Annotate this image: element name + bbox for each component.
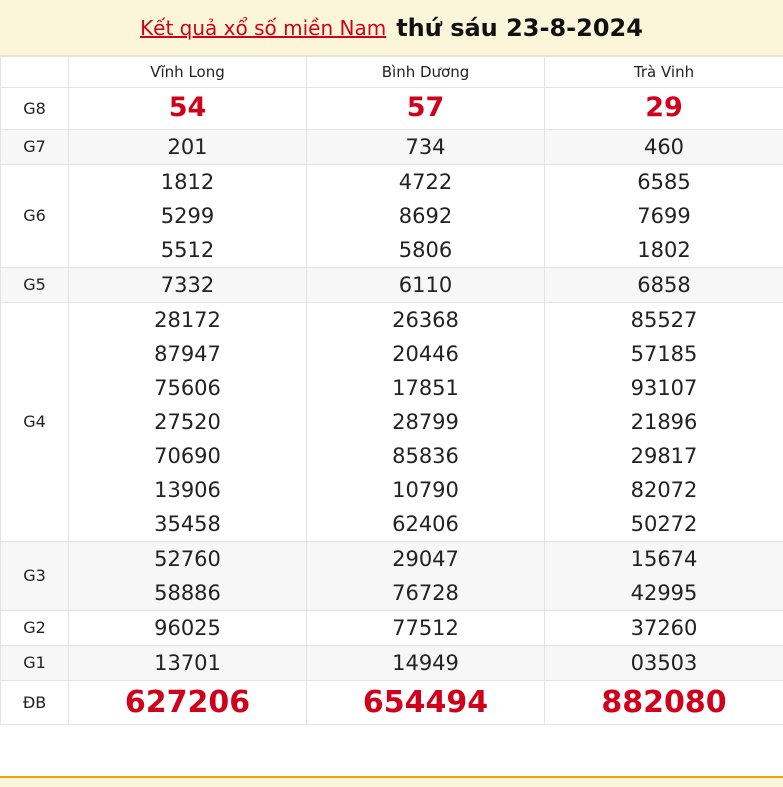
prize-label: G4 [1,302,69,541]
lottery-number: 96025 [154,615,221,640]
lottery-number: 27520 [154,409,221,434]
lottery-number: 85527 [630,307,698,332]
lottery-number: 87947 [154,341,221,366]
prize-numbers-cell [307,129,545,164]
lottery-number: 03503 [630,650,698,675]
prize-numbers-cell [545,302,783,541]
prize-numbers-cell [545,610,783,645]
prize-numbers-cell [69,302,307,541]
lottery-number: 7699 [637,203,691,228]
table-row [1,610,783,645]
lottery-number: 62406 [392,511,459,536]
page-header [0,0,783,56]
prize-numbers-cell [69,129,307,164]
lottery-number: 4722 [398,169,453,194]
prize-numbers-cell [307,541,545,610]
lottery-number: 6110 [398,272,453,297]
lottery-number: 6858 [637,272,691,297]
lottery-number: 28799 [392,409,459,434]
lottery-number: 29 [645,92,683,123]
lottery-number: 75606 [154,375,221,400]
lottery-number: 654494 [362,684,489,720]
lottery-number: 13701 [154,650,221,675]
lottery-number: 35458 [154,511,221,536]
prize-numbers-cell [307,164,545,267]
lottery-number: 85836 [392,443,459,468]
lottery-number: 29047 [392,546,459,571]
lottery-number: 20446 [392,341,459,366]
prize-numbers-cell [545,541,783,610]
lottery-number: 5512 [160,237,215,262]
table-row [1,88,783,130]
lottery-number: 42995 [630,580,698,605]
lottery-number: 77512 [392,615,459,640]
footer-bar [0,776,783,787]
prize-numbers-cell [69,88,307,130]
lottery-number: 13906 [154,477,221,502]
table-header-row [1,57,783,88]
lottery-number: 460 [643,134,685,159]
prize-numbers-cell [307,302,545,541]
table-row [1,129,783,164]
prize-label: G3 [1,541,69,610]
province-header-1: Bình Dương [307,57,545,88]
lottery-number: 50272 [630,511,698,536]
lottery-number: 201 [167,134,208,159]
table-body [1,88,783,725]
lottery-number: 10790 [392,477,459,502]
lottery-number: 734 [405,134,446,159]
prize-numbers-cell [69,645,307,680]
prize-numbers-cell [69,541,307,610]
table-corner-cell [1,57,69,88]
lottery-number: 1802 [637,237,691,262]
table-row [1,680,783,725]
prize-numbers-cell [545,88,783,130]
prize-numbers-cell [69,680,307,725]
lottery-number: 57185 [630,341,698,366]
table-row [1,164,783,267]
province-header-0: Vĩnh Long [69,57,307,88]
prize-numbers-cell [69,267,307,302]
lottery-number: 17851 [392,375,459,400]
prize-numbers-cell [307,267,545,302]
lottery-number: 8692 [398,203,453,228]
lottery-number: 28172 [154,307,221,332]
lottery-number: 57 [406,92,445,123]
lottery-number: 7332 [160,272,215,297]
prize-numbers-cell [307,680,545,725]
lottery-number: 627206 [124,684,251,720]
prize-numbers-cell [307,88,545,130]
prize-label: ĐB [1,680,69,725]
lottery-number: 6585 [637,169,691,194]
prize-numbers-cell [545,164,783,267]
prize-numbers-cell [69,610,307,645]
table-row [1,541,783,610]
lottery-number: 14949 [392,650,459,675]
lottery-number: 93107 [630,375,698,400]
lottery-number: 76728 [392,580,459,605]
prize-label: G7 [1,129,69,164]
prize-label: G1 [1,645,69,680]
lottery-number: 54 [168,92,207,123]
header-title-link[interactable]: Kết quả xổ số miền Nam [140,15,387,40]
table-row [1,302,783,541]
lottery-number: 29817 [630,443,698,468]
prize-numbers-cell [307,645,545,680]
header-title-date: thứ sáu 23-8-2024 [396,13,643,42]
prize-numbers-cell [545,267,783,302]
prize-numbers-cell [545,680,783,725]
lottery-number: 882080 [601,684,727,720]
lottery-number: 58886 [154,580,221,605]
prize-label: G5 [1,267,69,302]
table-row [1,267,783,302]
lottery-number: 37260 [630,615,698,640]
lottery-number: 5299 [160,203,215,228]
lottery-number: 5806 [398,237,453,262]
lottery-number: 21896 [630,409,698,434]
lottery-number: 70690 [154,443,221,468]
prize-label: G2 [1,610,69,645]
prize-numbers-cell [545,645,783,680]
prize-label: G8 [1,88,69,130]
lottery-number: 15674 [630,546,698,571]
prize-numbers-cell [545,129,783,164]
prize-label: G6 [1,164,69,267]
prize-numbers-cell [69,164,307,267]
table-row [1,645,783,680]
lottery-number: 26368 [392,307,459,332]
province-header-2: Trà Vinh [545,57,783,88]
lottery-number: 1812 [160,169,215,194]
lottery-number: 82072 [630,477,698,502]
lottery-number: 52760 [154,546,221,571]
prize-numbers-cell [307,610,545,645]
lottery-result-table [0,56,783,725]
